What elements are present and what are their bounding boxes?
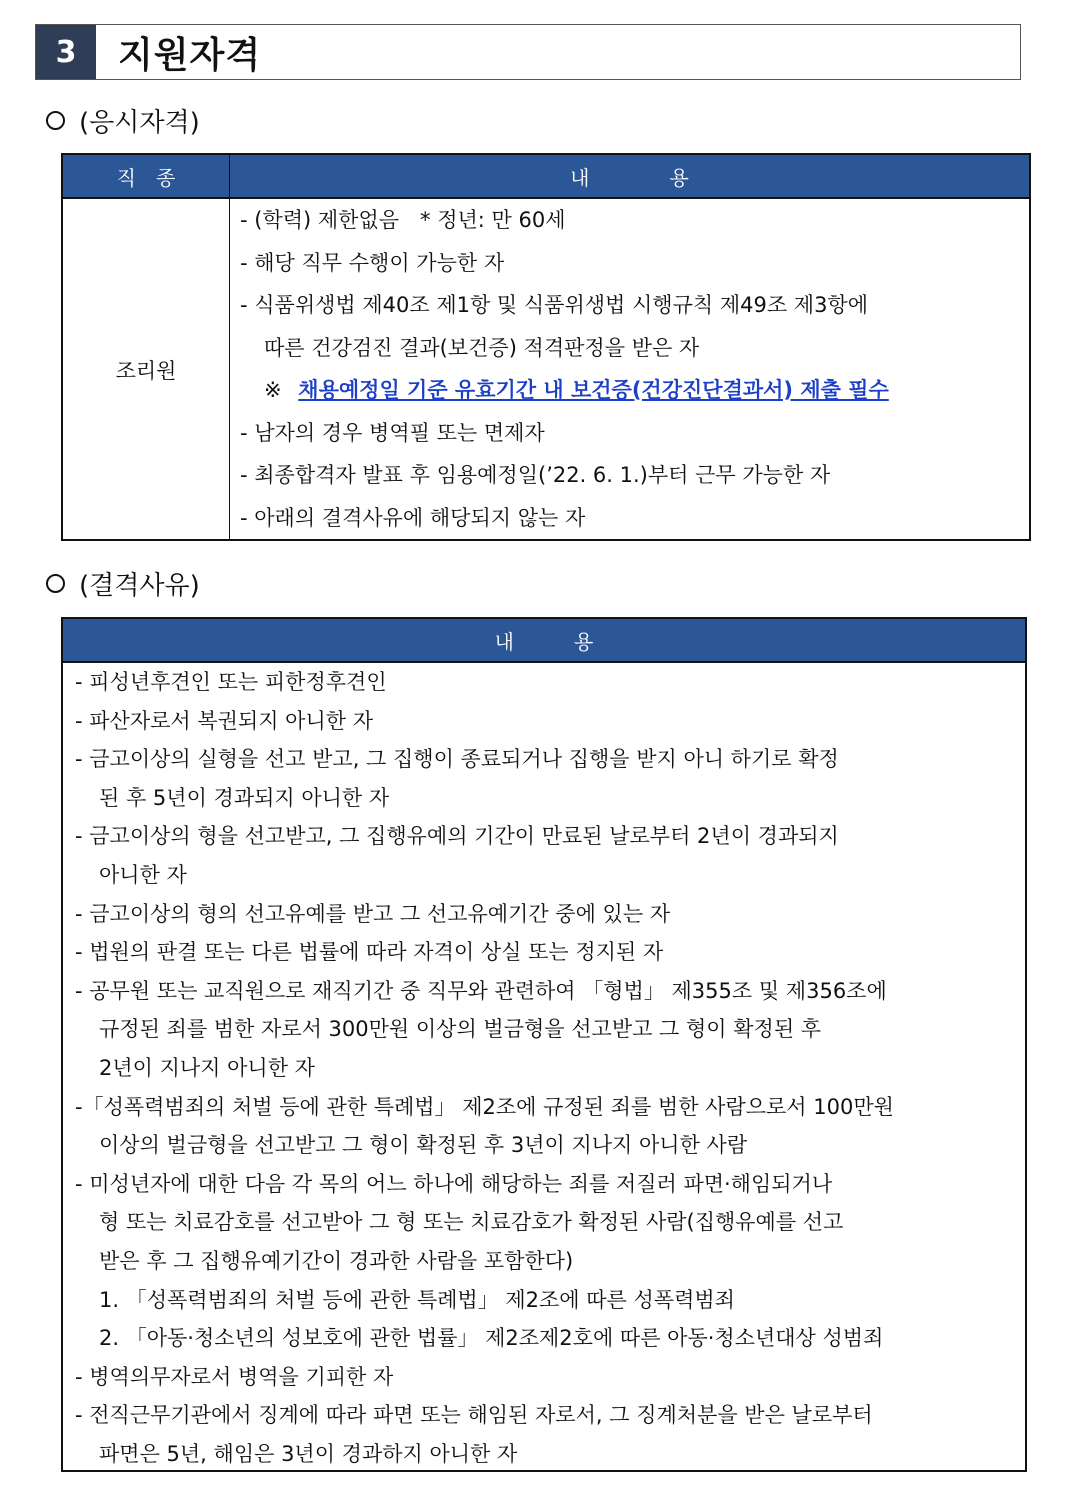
qual-notice-line	[240, 369, 1029, 412]
qual-line: - 남자의 경우 병역필 또는 면제자	[240, 420, 545, 445]
disq-line: - 병역의무자로서 병역을 기피한 자	[75, 1364, 394, 1389]
disq-line: - 금고이상의 형의 선고유예를 받고 그 선고유예기간 중에 있는 자	[75, 901, 671, 926]
disq-line: 파면은 5년, 해임은 3년이 경과하지 아니한 자	[99, 1441, 518, 1466]
disq-line: - 파산자로서 복권되지 아니한 자	[75, 708, 373, 733]
disq-line: 2. 「아동·청소년의 성보호에 관한 법률」 제2조제2호에 따른 아동·청소년대상 성범죄	[99, 1326, 884, 1351]
reference-mark: ※	[264, 378, 282, 402]
disqualifications-heading-text: (결격사유)	[79, 571, 200, 601]
disq-line: 2년이 지나지 아니한 자	[99, 1055, 315, 1080]
health-certificate-notice: 채용예정일 기준 유효기간 내 보건증(건강진단결과서) 제출 필수	[298, 378, 889, 402]
disq-line: - 금고이상의 형을 선고받고, 그 집행유예의 기간이 만료된 날로부터 2년이 경과되지	[75, 824, 839, 849]
disqualifications-heading	[46, 565, 200, 602]
disq-line: 규정된 죄를 범한 자로서 300만원 이상의 벌금형을 선고받고 그 형이 확정된 후	[99, 1017, 822, 1042]
disqualifications-table-header	[63, 619, 1025, 663]
disq-line: - 법원의 판결 또는 다른 법률에 따라 자격이 상실 또는 정지된 자	[75, 940, 664, 965]
disq-line: - 피성년후견인 또는 피한정후견인	[75, 670, 387, 694]
disq-line: 된 후 5년이 경과되지 아니한 자	[99, 785, 390, 810]
disq-line: 아니한 자	[99, 862, 187, 887]
qualifications-heading	[46, 102, 200, 139]
qualifications-table-body	[63, 199, 1029, 541]
header-content: 내 용	[570, 165, 689, 190]
qual-line: - (학력) 제한없음 * 정년: 만 60세	[240, 208, 566, 232]
disq-header-content: 내 용	[494, 629, 594, 654]
section-title: 지원자격	[118, 34, 262, 76]
disq-line: - 미성년자에 대한 다음 각 목의 어느 하나에 해당하는 죄를 저질러 파면·해임되거나	[75, 1171, 833, 1196]
circle-bullet-icon	[46, 111, 65, 130]
disq-line: 형 또는 치료감호를 선고받아 그 형 또는 치료감호가 확정된 사람(집행유예를 선고	[99, 1210, 844, 1235]
section-header	[35, 24, 1021, 80]
section-number: 3	[36, 25, 96, 79]
qualifications-table	[61, 153, 1031, 541]
disq-line: - 공무원 또는 교직원으로 재직기간 중 직무와 관련하여 「형법」 제355조 및 제356조에	[75, 978, 887, 1003]
disq-line: 이상의 벌금형을 선고받고 그 형이 확정된 후 3년이 지나지 아니한 사람	[99, 1133, 748, 1158]
disq-line: - 금고이상의 실형을 선고 받고, 그 집행이 종료되거나 집행을 받지 아니 하기로 확정	[75, 747, 839, 772]
header-job-type: 직 종	[63, 155, 230, 197]
disq-line: 받은 후 그 집행유예기간이 경과한 사람을 포함한다)	[99, 1248, 574, 1273]
job-cell: 조리원	[63, 199, 230, 541]
disq-line: - 전직근무기관에서 징계에 따라 파면 또는 해임된 자로서, 그 징계처분을 받은 날로부터	[75, 1403, 873, 1428]
qual-line: - 아래의 결격사유에 해당되지 않는 자	[240, 505, 586, 530]
qual-line: - 최종합격자 발표 후 임용예정일(’22. 6. 1.)부터 근무 가능한 자	[240, 463, 831, 487]
qualifications-heading-text: (응시자격)	[79, 108, 200, 138]
qual-line: - 해당 직무 수행이 가능한 자	[240, 250, 505, 275]
qualifications-content	[230, 199, 1029, 541]
qual-line: - 식품위생법 제40조 제1항 및 식품위생법 시행규칙 제49조 제3항에	[240, 293, 869, 317]
qual-line: 따른 건강검진 결과(보건증) 적격판정을 받은 자	[264, 335, 700, 360]
disqualifications-content	[63, 663, 1025, 1473]
qualifications-table-header	[63, 155, 1029, 199]
disq-line: 1. 「성폭력범죄의 처벌 등에 관한 특례법」 제2조에 따른 성폭력범죄	[99, 1287, 735, 1312]
disqualifications-table	[61, 617, 1027, 1472]
circle-bullet-icon	[46, 574, 65, 593]
disq-line: -「성폭력범죄의 처벌 등에 관한 특례법」 제2조에 규정된 죄를 범한 사람으로서 100만원	[75, 1094, 894, 1119]
